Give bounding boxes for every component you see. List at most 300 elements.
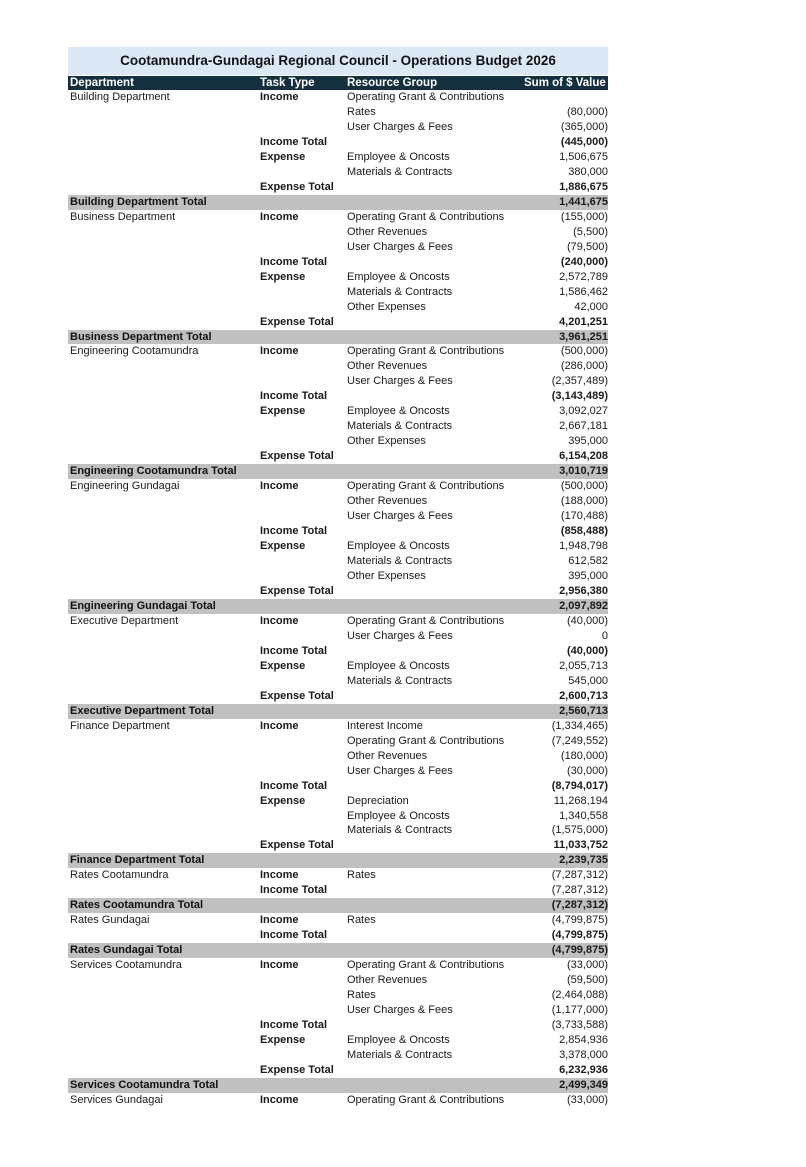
task-subtotal-row [68,838,608,853]
value-cell: 395,000 [568,435,608,448]
department-cell: Engineering Cootamundra Total [70,465,237,478]
resource-group-cell [347,943,522,958]
task-subtotal-row [68,180,608,195]
task-type-cell: Income [260,480,299,493]
value-cell: 2,560,713 [559,704,608,717]
resource-group-cell [347,584,522,599]
resource-group-cell: Materials & Contracts [347,165,453,178]
resource-group-cell [347,883,522,898]
value-cell: (59,500) [567,974,608,987]
department-cell [68,973,260,988]
task-type-cell [260,674,347,689]
department-cell [68,434,260,449]
resource-group-cell: Other Revenues [347,225,428,238]
resource-group-cell [347,838,522,853]
value-cell: 3,092,027 [559,405,608,418]
value-cell: (1,334,465) [551,719,608,732]
table-row [68,749,608,764]
task-type-cell [260,988,347,1003]
header-value [522,76,608,90]
value-cell: (3,733,588) [551,1019,608,1032]
value-cell: (2,357,489) [551,375,608,388]
resource-group-cell [347,464,522,479]
task-type-cell [260,225,347,240]
task-type-cell: Income Total [260,525,328,538]
department-cell [68,494,260,509]
table-row [68,868,608,883]
department-cell: Executive Department Total [70,704,215,717]
resource-group-cell: User Charges & Fees [347,629,453,642]
resource-group-cell: Rates [347,869,376,882]
table-row [68,404,608,419]
table-row [68,913,608,928]
department-cell: Building Department [70,91,170,103]
department-cell: Rates Cootamundra Total [70,899,204,912]
task-type-cell: Income Total [260,135,328,148]
department-cell [68,569,260,584]
task-type-cell [260,704,347,719]
table-row [68,120,608,135]
value-cell: 11,033,752 [553,839,608,852]
task-type-cell [260,1003,347,1018]
resource-group-cell [347,389,522,404]
table-row [68,344,608,359]
department-cell: Services Gundagai [70,1093,163,1106]
department-total-row [68,853,608,868]
value-cell: (33,000) [567,1093,608,1106]
value-cell: 1,441,675 [559,195,608,208]
value-cell: (240,000) [560,255,608,268]
table-row [68,659,608,674]
resource-group-cell: User Charges & Fees [347,510,453,523]
department-cell: Rates Cootamundra [70,869,169,882]
resource-group-cell: User Charges & Fees [347,1004,453,1017]
table-row [68,1093,608,1108]
table-row [68,569,608,584]
resource-group-cell: Operating Grant & Contributions [347,210,505,223]
department-cell [68,629,260,644]
department-cell: Engineering Gundagai [70,480,180,493]
department-cell [68,285,260,300]
resource-group-cell: Other Revenues [347,360,428,373]
value-cell: (40,000) [567,614,608,627]
task-type-cell [260,165,347,180]
table-row [68,554,608,569]
value-cell: (4,799,875) [551,944,608,957]
table-row [68,614,608,629]
value-cell: (8,794,017) [551,779,608,792]
department-cell [68,749,260,764]
resource-group-cell [347,180,522,195]
table-body [68,90,608,1108]
department-cell [68,823,260,838]
department-cell [68,225,260,240]
department-cell [68,300,260,315]
value-cell: (33,000) [567,959,608,972]
department-cell [68,883,260,898]
table-row [68,90,608,105]
table-row [68,359,608,374]
resource-group-cell: Other Expenses [347,300,426,313]
value-cell: 11,268,194 [553,794,608,807]
table-row [68,494,608,509]
task-type-cell [260,629,347,644]
task-type-cell: Income [260,1093,299,1106]
department-cell [68,389,260,404]
task-type-cell: Expense [260,794,306,807]
department-cell: Engineering Gundagai Total [70,599,216,612]
value-cell: 2,055,713 [559,659,608,672]
value-cell: 2,854,936 [559,1034,608,1047]
resource-group-cell: Employee & Oncosts [347,150,450,163]
department-cell [68,524,260,539]
task-subtotal-row [68,524,608,539]
resource-group-cell [347,689,522,704]
resource-group-cell [347,255,522,270]
value-cell: (1,575,000) [551,824,608,837]
resource-group-cell: Materials & Contracts [347,285,453,298]
department-cell [68,554,260,569]
task-type-cell: Income [260,914,299,927]
department-cell [68,1018,260,1033]
task-type-cell [260,1048,347,1063]
resource-group-cell: Other Expenses [347,570,426,582]
resource-group-cell [347,644,522,659]
task-type-cell [260,764,347,779]
task-type-cell: Income [260,869,299,882]
task-type-cell [260,105,347,120]
task-subtotal-row [68,389,608,404]
resource-group-cell: Other Revenues [347,974,428,987]
department-cell [68,734,260,749]
value-cell: (188,000) [560,495,608,508]
table-row [68,165,608,180]
value-cell: 3,010,719 [559,465,608,478]
table-row [68,809,608,824]
task-type-cell [260,809,347,824]
header-resource-group: Resource Group [347,77,438,89]
department-cell [68,449,260,464]
value-cell: 2,956,380 [559,584,608,597]
resource-group-cell: Depreciation [347,794,409,807]
department-cell [68,374,260,389]
value-cell: (4,799,875) [551,914,608,927]
task-subtotal-row [68,928,608,943]
task-type-cell: Income Total [260,929,328,942]
task-type-cell [260,943,347,958]
value-cell: 4,201,251 [559,315,608,328]
value-cell: (500,000) [560,345,608,358]
task-type-cell [260,285,347,300]
task-type-cell: Income [260,91,299,103]
task-type-cell: Expense [260,1034,306,1047]
value-cell: (365,000) [560,120,608,133]
budget-sheet [68,47,608,1108]
resource-group-cell: Employee & Oncosts [347,540,450,553]
value-cell: 2,499,349 [559,1078,608,1091]
value-cell: 612,582 [568,555,608,568]
resource-group-cell: Materials & Contracts [347,674,453,687]
department-total-row [68,943,608,958]
department-cell: Building Department Total [70,195,207,208]
department-cell: Executive Department [70,614,179,627]
task-type-cell [260,898,347,913]
table-row [68,719,608,734]
department-cell [68,928,260,943]
department-cell [68,240,260,255]
task-type-cell: Expense [260,150,306,163]
table-row [68,419,608,434]
resource-group-cell: Employee & Oncosts [347,270,450,283]
resource-group-cell: Employee & Oncosts [347,659,450,672]
task-type-cell: Expense Total [260,180,334,193]
value-cell: (858,488) [560,525,608,538]
resource-group-cell: Employee & Oncosts [347,809,450,822]
value-cell: (445,000) [560,135,608,148]
task-type-cell: Income [260,959,299,972]
resource-group-cell [347,928,522,943]
department-cell [68,180,260,195]
value-cell: 3,378,000 [559,1049,608,1061]
task-type-cell: Income Total [260,644,328,657]
task-type-cell [260,1078,347,1093]
table-row [68,823,608,838]
task-type-cell [260,434,347,449]
resource-group-cell: User Charges & Fees [347,764,453,777]
department-cell [68,838,260,853]
department-cell [68,120,260,135]
department-cell [68,1033,260,1048]
department-total-row [68,330,608,345]
task-type-cell: Income Total [260,1019,328,1032]
value-cell: (286,000) [560,360,608,373]
value-cell: 395,000 [568,570,608,582]
value-cell: 3,961,251 [559,330,608,343]
resource-group-cell: Materials & Contracts [347,824,453,837]
resource-group-cell: Operating Grant & Contributions [347,345,505,358]
department-cell [68,584,260,599]
resource-group-cell: Rates [347,105,376,118]
value-cell: 2,667,181 [559,420,608,433]
resource-group-cell: Materials & Contracts [347,420,453,433]
table-row [68,988,608,1003]
resource-group-cell: User Charges & Fees [347,240,453,253]
task-type-cell [260,853,347,868]
task-type-cell [260,195,347,210]
department-cell [68,539,260,554]
table-row [68,150,608,165]
department-cell [68,404,260,419]
department-cell [68,1048,260,1063]
task-type-cell: Income Total [260,255,328,268]
task-subtotal-row [68,689,608,704]
value-cell [522,90,608,105]
task-type-cell [260,300,347,315]
task-subtotal-row [68,1018,608,1033]
department-cell: Rates Gundagai Total [70,944,183,957]
value-cell: 42,000 [574,300,608,313]
resource-group-cell [347,599,522,614]
department-total-row [68,704,608,719]
table-row [68,958,608,973]
task-type-cell: Expense Total [260,1063,334,1076]
value-cell: 2,097,892 [559,599,608,612]
resource-group-cell: Materials & Contracts [347,1049,453,1061]
task-type-cell [260,973,347,988]
department-cell [68,764,260,779]
value-cell: (79,500) [567,240,608,253]
department-total-row [68,1078,608,1093]
task-subtotal-row [68,255,608,270]
table-row [68,285,608,300]
value-cell: (155,000) [560,210,608,223]
resource-group-cell: Operating Grant & Contributions [347,91,505,103]
department-cell: Finance Department Total [70,854,205,867]
department-cell [68,105,260,120]
department-total-row [68,195,608,210]
resource-group-cell: Employee & Oncosts [347,1034,450,1047]
value-cell: (3,143,489) [551,390,608,403]
task-type-cell: Income [260,210,299,223]
department-cell: Services Cootamundra [70,959,182,972]
value-cell: 2,572,789 [559,270,608,283]
value-cell: (180,000) [560,749,608,762]
table-row [68,674,608,689]
task-type-cell [260,599,347,614]
department-cell [68,644,260,659]
resource-group-cell [347,1018,522,1033]
table-row [68,240,608,255]
header-value-label: Sum of $ Value [524,77,606,89]
value-cell: (40,000) [567,644,608,657]
task-subtotal-row [68,644,608,659]
department-cell [68,135,260,150]
table-row [68,1003,608,1018]
table-header [68,76,608,90]
task-type-cell: Income Total [260,884,328,897]
department-cell [68,255,260,270]
resource-group-cell: Operating Grant & Contributions [347,1093,505,1106]
value-cell: (7,287,312) [551,884,608,897]
table-row [68,270,608,285]
table-row [68,1048,608,1063]
task-type-cell: Income Total [260,779,328,792]
task-type-cell: Expense Total [260,450,334,463]
table-row [68,734,608,749]
department-cell [68,779,260,794]
department-cell [68,270,260,285]
task-subtotal-row [68,1063,608,1078]
table-row [68,225,608,240]
department-cell [68,315,260,330]
department-cell [68,1063,260,1078]
department-cell: Business Department Total [70,330,212,343]
task-type-cell: Income [260,614,299,627]
task-type-cell [260,330,347,345]
value-cell: 1,506,675 [559,150,608,163]
task-subtotal-row [68,135,608,150]
task-type-cell: Expense Total [260,839,334,852]
resource-group-cell: Other Expenses [347,435,426,448]
value-cell: (7,287,312) [551,899,608,912]
department-cell [68,689,260,704]
task-type-cell [260,359,347,374]
resource-group-cell: Other Revenues [347,495,428,508]
department-cell: Engineering Cootamundra [70,345,199,358]
resource-group-cell: Operating Grant & Contributions [347,734,505,747]
resource-group-cell [347,1078,522,1093]
task-type-cell [260,749,347,764]
task-type-cell: Expense Total [260,315,334,328]
resource-group-cell [347,524,522,539]
value-cell: 6,154,208 [559,450,608,463]
table-row [68,1033,608,1048]
department-cell [68,150,260,165]
table-row [68,374,608,389]
table-row [68,434,608,449]
resource-group-cell: Operating Grant & Contributions [347,480,505,493]
table-row [68,794,608,809]
task-type-cell: Expense [260,270,306,283]
value-cell: (30,000) [567,764,608,777]
resource-group-cell [347,779,522,794]
resource-group-cell: User Charges & Fees [347,375,453,388]
report-title: Cootamundra-Gundagai Regional Council - Operations Budget 2026 [68,47,608,75]
resource-group-cell [347,853,522,868]
task-subtotal-row [68,883,608,898]
value-cell: 380,000 [568,165,608,178]
task-type-cell: Income Total [260,390,328,403]
department-total-row [68,898,608,913]
task-type-cell: Expense [260,405,306,418]
resource-group-cell: Interest Income [347,719,423,732]
resource-group-cell: Operating Grant & Contributions [347,959,505,972]
resource-group-cell: Employee & Oncosts [347,405,450,418]
value-cell: 1,948,798 [559,540,608,553]
header-department: Department [70,77,134,89]
task-subtotal-row [68,315,608,330]
task-subtotal-row [68,449,608,464]
task-type-cell: Income [260,345,299,358]
resource-group-cell [347,704,522,719]
task-type-cell: Expense Total [260,689,334,702]
task-type-cell [260,554,347,569]
value-cell: 2,600,713 [559,689,608,702]
task-type-cell [260,419,347,434]
task-type-cell [260,823,347,838]
resource-group-cell [347,1063,522,1078]
task-type-cell: Expense Total [260,584,334,597]
table-row [68,764,608,779]
value-cell: (4,799,875) [551,929,608,942]
table-row [68,509,608,524]
task-type-cell [260,464,347,479]
task-type-cell: Income [260,719,299,732]
department-cell [68,1003,260,1018]
department-cell [68,659,260,674]
value-cell: (170,488) [560,510,608,523]
value-cell: 1,886,675 [559,180,608,193]
table-row [68,105,608,120]
value-cell: (500,000) [560,480,608,493]
value-cell: (1,177,000) [551,1004,608,1017]
task-type-cell [260,734,347,749]
table-row [68,300,608,315]
task-type-cell [260,509,347,524]
value-cell: 545,000 [568,674,608,687]
value-cell: (7,249,552) [551,734,608,747]
resource-group-cell [347,195,522,210]
